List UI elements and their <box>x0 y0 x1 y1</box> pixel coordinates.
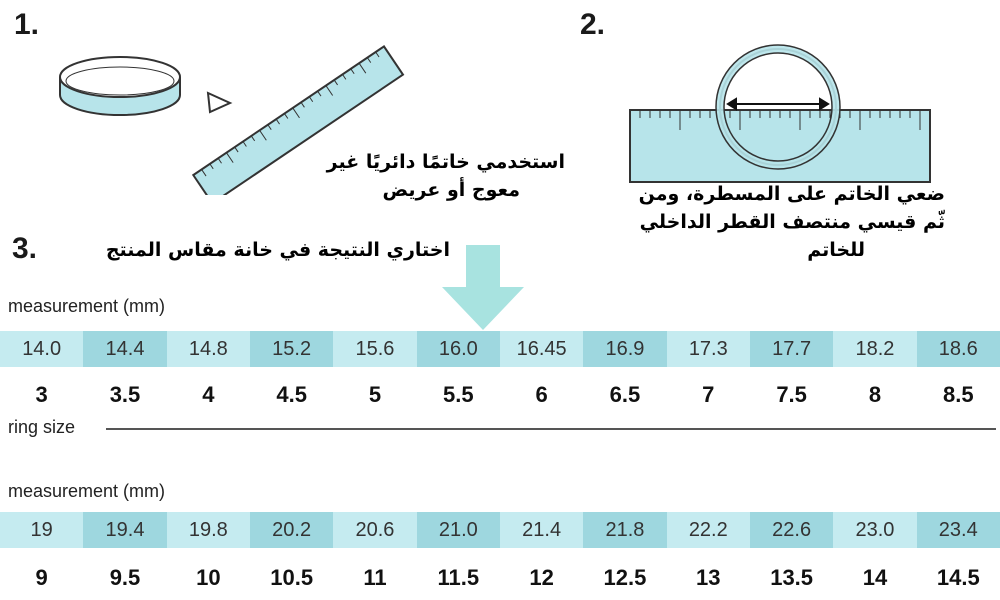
measurement-cell: 16.9 <box>583 331 666 367</box>
pointer-arrow-icon <box>208 93 230 112</box>
measurement-cell: 22.2 <box>667 512 750 548</box>
ring-size-cell: 4.5 <box>276 382 307 407</box>
ring-size-cell: 3 <box>35 382 48 407</box>
ring-size-cell: 13 <box>696 565 721 590</box>
step-2-illustration <box>620 35 940 185</box>
measurement-cell: 19.4 <box>83 512 166 548</box>
table-1-ring-size-label: ring size <box>8 417 76 437</box>
ring-size-cell: 8.5 <box>942 382 974 407</box>
step-3-number: 3. <box>12 232 38 265</box>
ring-size-cell: 6.5 <box>609 382 641 407</box>
ring-size-cell: 5.5 <box>443 382 474 407</box>
ruler-icon <box>630 110 930 182</box>
measurement-cell: 22.6 <box>750 512 833 548</box>
measurement-cell: 23.4 <box>917 512 1000 548</box>
ring-size-cell: 7.5 <box>776 382 807 407</box>
measurement-cell: 14.4 <box>83 331 166 367</box>
table-1-measurement-row <box>0 331 1000 367</box>
ring-size-cell: 3.5 <box>109 382 141 407</box>
table-2-measurement-row <box>0 512 1000 548</box>
ring-size-cell: 12 <box>529 565 554 590</box>
measurement-cell: 15.2 <box>250 331 333 367</box>
measurement-cell: 21.4 <box>500 512 583 548</box>
measurement-cell: 20.2 <box>250 512 333 548</box>
measurement-cell: 14.0 <box>0 331 83 367</box>
ring-size-cell: 4 <box>202 382 215 407</box>
ring-size-cell: 5 <box>368 382 382 407</box>
ring-size-cell: 10.5 <box>270 565 314 590</box>
step-2-text <box>615 180 945 264</box>
step-2-text-line-3: للخاتم <box>807 239 865 261</box>
ring-size-cell: 6 <box>535 382 548 407</box>
ring-size-cell: 9 <box>35 565 48 590</box>
step-1-number: 1. <box>14 8 40 41</box>
ring-size-cell: 11.5 <box>437 565 480 590</box>
measurement-cell: 14.8 <box>167 331 250 367</box>
step-2-number: 2. <box>580 8 606 41</box>
table-1-size-row <box>0 378 1000 412</box>
ring-size-cell: 11 <box>363 565 387 590</box>
measurement-cell: 17.3 <box>667 331 750 367</box>
measurement-cell: 17.7 <box>750 331 833 367</box>
measurement-cell: 15.6 <box>333 331 416 367</box>
measurement-cell: 18.6 <box>917 331 1000 367</box>
step-2-text-line-2: ثّم قيسي منتصف القطر الداخلي <box>639 211 945 233</box>
measurement-cell: 19 <box>0 512 83 548</box>
measurement-cell: 19.8 <box>167 512 250 548</box>
ring-size-cell: 9.5 <box>109 565 141 590</box>
measurement-cell: 16.0 <box>417 331 500 367</box>
ring-size-cell: 8 <box>868 382 882 407</box>
table-2-measurement-label: measurement (mm) <box>8 481 166 501</box>
down-arrow-icon <box>442 245 524 330</box>
diameter-arrow-icon <box>728 99 828 109</box>
step-1-text-line-1: استخدمي خاتمًا دائريًا غير <box>326 151 565 173</box>
ring-size-cell: 14.5 <box>936 565 980 590</box>
ring-size-cell: 13.5 <box>770 565 814 590</box>
step-3-text: اختاري النتيجة في خانة مقاس المنتج <box>105 239 450 261</box>
measurement-cell: 18.2 <box>833 331 916 367</box>
step-2-text-line-1: ضعي الخاتم على المسطرة، ومن <box>638 183 945 205</box>
ring-size-divider <box>106 428 996 430</box>
measurement-cell: 16.45 <box>500 331 583 367</box>
ring-size-cell: 14 <box>862 565 888 590</box>
measurement-cell: 23.0 <box>833 512 916 548</box>
measurement-cell: 20.6 <box>333 512 416 548</box>
step-1-text-line-2: معوج أو عريض <box>382 179 520 201</box>
table-1-measurement-label: measurement (mm) <box>8 296 166 316</box>
measurement-cell: 21.8 <box>583 512 666 548</box>
ring-size-cell: 7 <box>702 382 715 407</box>
ring-size-cell: 10 <box>196 565 221 590</box>
step-1-text <box>250 148 565 204</box>
measurement-cell: 21.0 <box>417 512 500 548</box>
table-2-size-row <box>0 561 1000 595</box>
ring-size-cell: 12.5 <box>603 565 647 590</box>
ring-band-icon <box>60 57 180 115</box>
